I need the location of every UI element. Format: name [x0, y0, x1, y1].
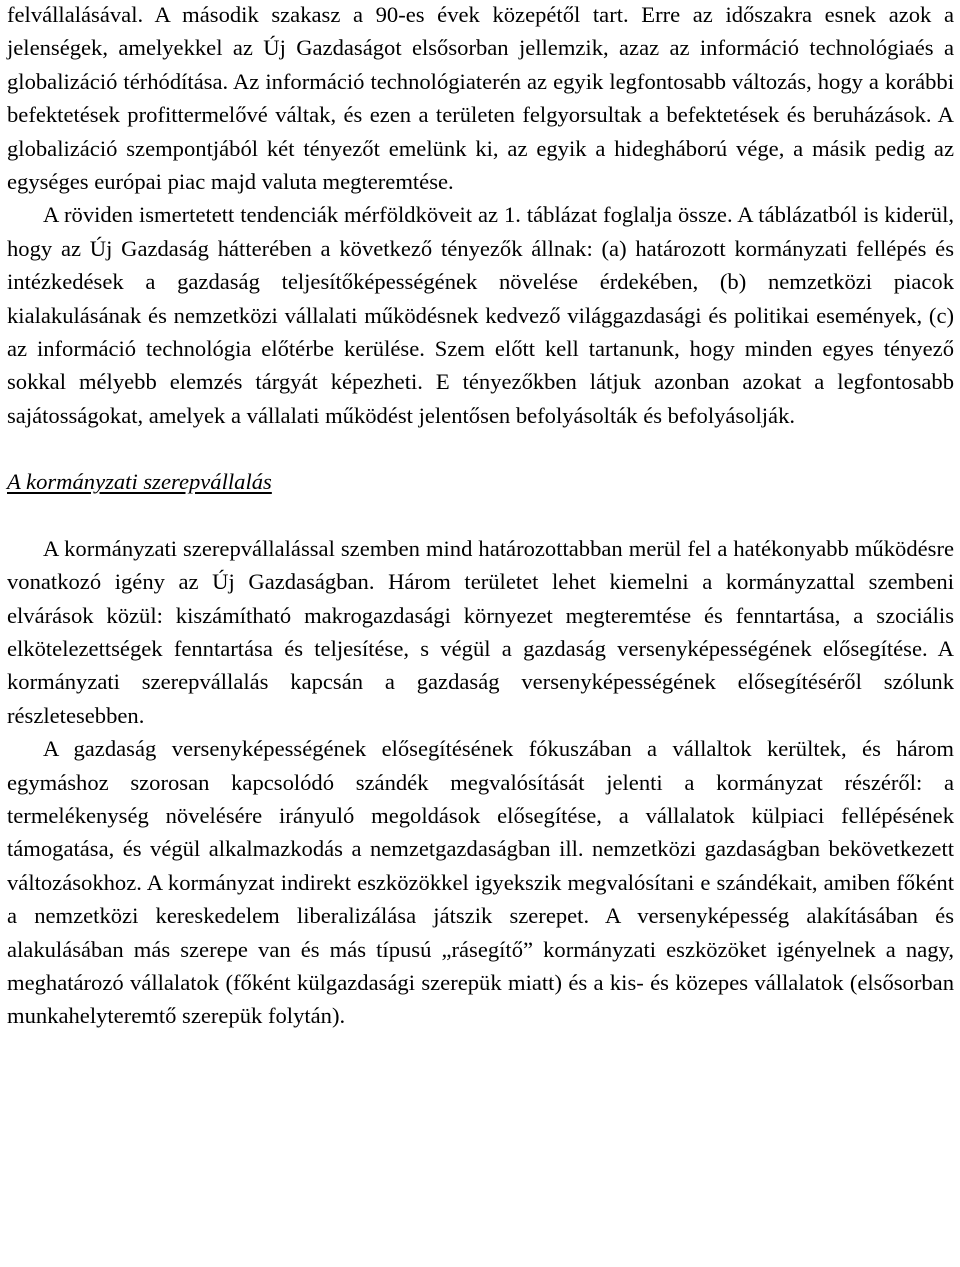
body-paragraph: felvállalásával. A második szakasz a 90-es évek közepétől tart. Erre az időszakra esnek azok a jelenségek, amelyekkel az Új Gazdaságot elsősorban jellemzik, azaz az információ technológiaés a globalizáció térhódítása. Az információ technológiaterén az egyik legfontosabb változás, hogy a korábbi befektetések profittermelővé váltak, és ezen a területen felgyorsultak a befektetések és beruházások. A globalizáció szempontjából két tényezőt emelünk ki, az egyik a hidegháború vége, a másik pedig az egységes európai piac majd valuta megteremtése.	[7, 2, 954, 195]
body-paragraph: A röviden ismertetett tendenciák mérföldköveit az 1. táblázat foglalja össze. A táblázatból is kiderül, hogy az Új Gazdaság hátterében a következő tényezők állnak: (a) határozott kormányzati fellépés és intézkedések a gazdaság teljesítőképességének növelése érdekében, (b) nemzetközi piacok kialakulásának és nemzetközi vállalati működésnek kedvező világgazdasági és politikai események, (c) az információ technológia előtérbe kerülése. Szem előtt kell tartanunk, hogy minden egyes tényező sokkal mélyebb elemzés tárgyát képezheti. E tényezőkben látjuk azonban azokat a legfontosabb sajátosságokat, amelyek a vállalati működést jelentősen befolyásolták és befolyásolják.	[7, 202, 954, 428]
body-paragraph: A kormányzati szerepvállalással szemben mind határozottabban merül fel a hatékonyabb működésre vonatkozó igény az Új Gazdaságban. Három területet lehet kiemelni a kormányzattal szembeni elvárások közül: kiszámítható makrogazdasági környezet megteremtése és fenntartása, a szociális elkötelezettségek fenntartása és teljesítése, s végül a gazdaság versenyképességének elősegítése. A kormányzati szerepvállalás kapcsán a gazdaság versenyképességének elősegítéséről szólunk részletesebben.	[7, 535, 954, 728]
section-heading: A kormányzati szerepvállalás	[7, 469, 272, 495]
body-paragraph: A gazdaság versenyképességének elősegítésének fókuszában a vállaltok kerültek, és három egymáshoz szorosan kapcsolódó szándék megvalósítását jelenti a kormányzat részéről: a termelékenység növelésére irányuló megoldások elősegítése, a vállalatok külpiaci fellépésének támogatása, és végül alkalmazkodás a nemzetgazdaságban ill. nemzetközi gazdaságban bekövetkezett változásokhoz. A kormányzat indirekt eszközökkel igyekszik megvalósítani e szándékait, amiben főként a nemzetközi kereskedelem liberalizálása játszik szerepet. A versenyképesség alakításában és alakulásában más szerepe van és más típusú „rásegítő” kormányzati eszközöket igényelnek a nagy, meghatározó vállalatok (főként külgazdasági szerepük miatt) és a kis- és közepes vállalatok (elsősorban munkahelyteremtő szerepük folytán).	[7, 736, 954, 1029]
